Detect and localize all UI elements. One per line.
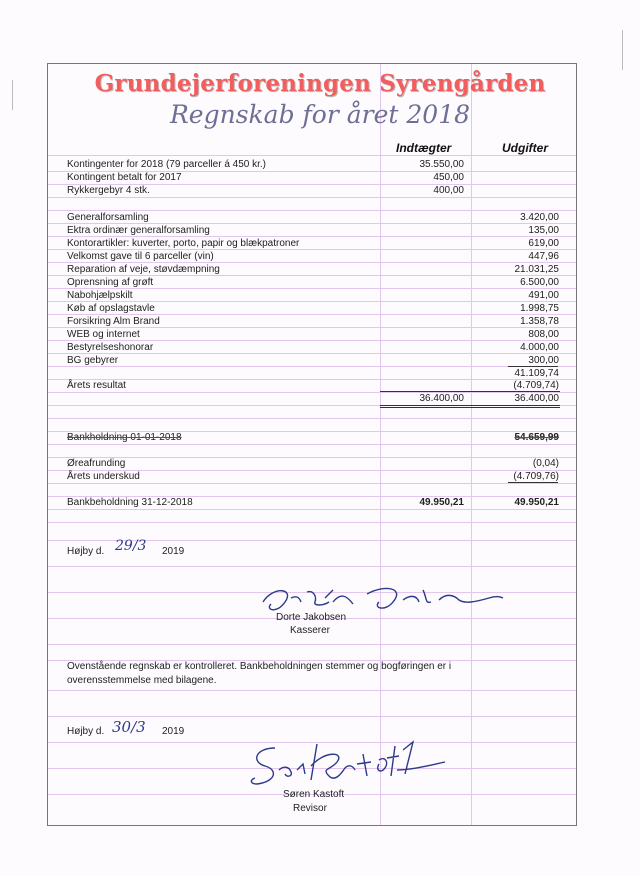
signature-soren-kastoft <box>245 740 450 795</box>
rounding-row <box>67 457 559 470</box>
bank-end-label: Bankbeholdning 31-12-2018 <box>67 497 193 508</box>
row-label: Bestyrelseshonorar <box>67 342 154 353</box>
audit-text-line-2: overensstemmelse med bilagene. <box>67 675 217 686</box>
expense-row <box>67 237 559 250</box>
income-row <box>67 158 559 171</box>
expense-row <box>67 328 559 341</box>
sign2-place: Højby d. <box>67 726 105 737</box>
expense-row <box>67 211 559 224</box>
rounding-label: Øreafrunding <box>67 458 126 469</box>
sign1-place: Højby d. <box>67 546 105 557</box>
expense-row <box>67 224 559 237</box>
bank-start-label: Bankholdning 01-01-2018 <box>67 432 182 443</box>
bank-start-row <box>67 431 559 444</box>
expense-value: 491,00 <box>528 290 559 301</box>
expense-header: Udgifter <box>502 141 548 155</box>
total-expense: 36.400,00 <box>514 393 559 404</box>
row-label: WEB og internet <box>67 329 140 340</box>
rounding-value: (0,04) <box>532 458 559 469</box>
report-title: Regnskab for året 2018 <box>169 100 471 129</box>
sign2-role: Revisor <box>293 803 327 814</box>
expense-value: 6.500,00 <box>520 277 559 288</box>
expense-value: 135,00 <box>528 225 559 236</box>
expense-row <box>67 289 559 302</box>
row-label: BG gebyrer <box>67 355 119 366</box>
row-label: Kontingenter for 2018 (79 parceller á 450 kr.) <box>67 159 267 170</box>
expense-subtotal: 41.109,74 <box>514 368 559 379</box>
deficit-row <box>67 470 559 483</box>
expense-value: 808,00 <box>528 329 559 340</box>
expense-value: 1.358,78 <box>520 316 559 327</box>
row-label: Generalforsamling <box>67 212 149 223</box>
expense-row <box>67 276 559 289</box>
sign1-name: Dorte Jakobsen <box>276 612 347 623</box>
sign1-date-handwritten: 29/3 <box>115 538 147 554</box>
expense-value: 619,00 <box>528 238 559 249</box>
deficit-value: (4.709,76) <box>513 471 559 482</box>
association-title: Grundejerforeningen Syrengården <box>94 70 546 97</box>
row-label: Nabohjælpskilt <box>67 290 133 301</box>
sign2-year: 2019 <box>162 726 185 737</box>
totals-row <box>67 392 559 405</box>
deficit-label: Årets underskud <box>67 471 140 482</box>
expense-value: 447,96 <box>528 251 559 262</box>
row-label: Kontorartikler: kuverter, porto, papir og blækpatroner <box>67 238 300 249</box>
scan-mark <box>622 30 623 70</box>
income-value: 400,00 <box>433 185 464 196</box>
income-header: Indtægter <box>396 141 452 155</box>
bank-end-expense: 49.950,21 <box>514 497 559 508</box>
income-value: 35.550,00 <box>419 159 464 170</box>
expense-row <box>67 354 559 367</box>
total-double-rule-2 <box>380 407 560 408</box>
sign1-role: Kasserer <box>290 625 331 636</box>
row-label: Forsikring Alm Brand <box>67 316 160 327</box>
income-row <box>67 184 559 197</box>
audit-text-line-1: Ovenstående regnskab er kontrolleret. Bankbeholdningen stemmer og bogføringen er i <box>67 661 452 672</box>
scan-mark-left <box>12 80 13 110</box>
expense-value: 3.420,00 <box>520 212 559 223</box>
expense-row <box>67 263 559 276</box>
result-label: Årets resultat <box>67 380 126 391</box>
row-label: Køb af opslagstavle <box>67 303 155 314</box>
expense-value: 300,00 <box>528 355 559 366</box>
sign1-year: 2019 <box>162 546 185 557</box>
row-label: Oprensning af grøft <box>67 277 154 288</box>
bank-start-value: 54.659,99 <box>514 432 559 443</box>
result-value: (4.709,74) <box>513 380 559 391</box>
total-income: 36.400,00 <box>419 393 464 404</box>
expense-row <box>67 315 559 328</box>
income-value: 450,00 <box>433 172 464 183</box>
expense-row <box>67 250 559 263</box>
row-label: Rykkergebyr 4 stk. <box>67 185 150 196</box>
row-label: Kontingent betalt for 2017 <box>67 172 182 183</box>
bank-end-row <box>67 496 559 509</box>
income-row <box>67 171 559 184</box>
total-double-rule <box>380 405 560 406</box>
expense-value: 21.031,25 <box>514 264 559 275</box>
row-label: Reparation af veje, støvdæmpning <box>67 264 220 275</box>
row-label: Velkomst gave til 6 parceller (vin) <box>67 251 214 262</box>
row-label: Ektra ordinær generalforsamling <box>67 225 210 236</box>
expense-value: 4.000,00 <box>520 342 559 353</box>
deficit-rule <box>508 482 558 483</box>
bank-end-income: 49.950,21 <box>419 497 464 508</box>
expense-row <box>67 341 559 354</box>
expense-value: 1.998,75 <box>520 303 559 314</box>
expense-row <box>67 302 559 315</box>
sign2-name: Søren Kastoft <box>283 789 345 800</box>
sign2-date-handwritten: 30/3 <box>112 718 146 736</box>
